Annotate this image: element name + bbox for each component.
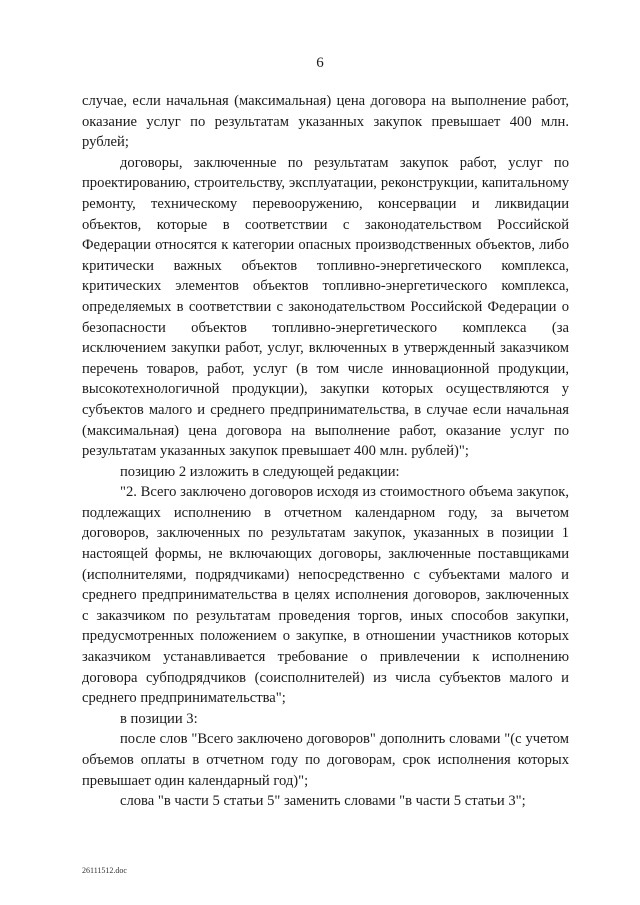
paragraph: слова "в части 5 статьи 5" заменить словами "в части 5 статьи 3"; (120, 793, 526, 810)
paragraph: в позиции 3: (120, 710, 198, 727)
paragraph: договоры, заключенные по результатам закупок работ, услуг по проектированию, строительству, эксплуатации, реконструкции, капитальному ремонту, техническому перевооружению, консервации и ликвидации объектов, которые в соответствии с законодательством Российской Федерации относятся к категории опасных производственных объектов, либо критически важных объектов топливно-энергетического комплекса, критических элементов объектов топливно-энергетического комплекса, определяемых в соответствии с законодательством Российской Федерации о безопасности объектов топливно-энергетического комплекса (за исключением закупки работ, услуг, включенных в утвержденный заказчиком перечень товаров, работ, услуг (в том числе инновационной продукции, высокотехнологичной продукции), закупки которых осуществляются у субъектов малого и среднего предпринимательства, в случае если начальная (максимальная) цена договора на выполнение работ, оказание услуг по результатам указанных закупок превышает 400 млн. рублей)"; (82, 154, 569, 460)
document-body (82, 91, 569, 812)
paragraph: после слов "Всего заключено договоров" дополнить словами "(с учетом объемов оплаты в отчетном году по договорам, срок исполнения которых превышает один календарный год)"; (82, 731, 569, 789)
page-number: 6 (316, 55, 324, 71)
footer-file-code: 26111512.doc (82, 866, 127, 875)
paragraph: позицию 2 изложить в следующей редакции: (120, 463, 400, 480)
paragraph: "2. Всего заключено договоров исходя из стоимостного объема закупок, подлежащих исполнению в отчетном календарном году, за вычетом договоров, заключенных по результатам закупок, указанных в позиции 1 настоящей формы, не включающих договоры, заключенные поставщиками (исполнителями, подрядчиками) непосредственно с субъектами малого и среднего предпринимательства в целях исполнения договоров, заключенных с заказчиком по результатам проведения торгов, иных способов закупки, предусмотренных положением о закупке, в отношении участников которых заказчиком устанавливается требование о привлечении к исполнению договора субподрядчиков (соисполнителей) из числа субъектов малого и среднего предпринимательства"; (82, 484, 569, 707)
paragraph: случае, если начальная (максимальная) цена договора на выполнение работ, оказание услуг по результатам указанных закупок превышает 400 млн. рублей; (82, 93, 569, 151)
